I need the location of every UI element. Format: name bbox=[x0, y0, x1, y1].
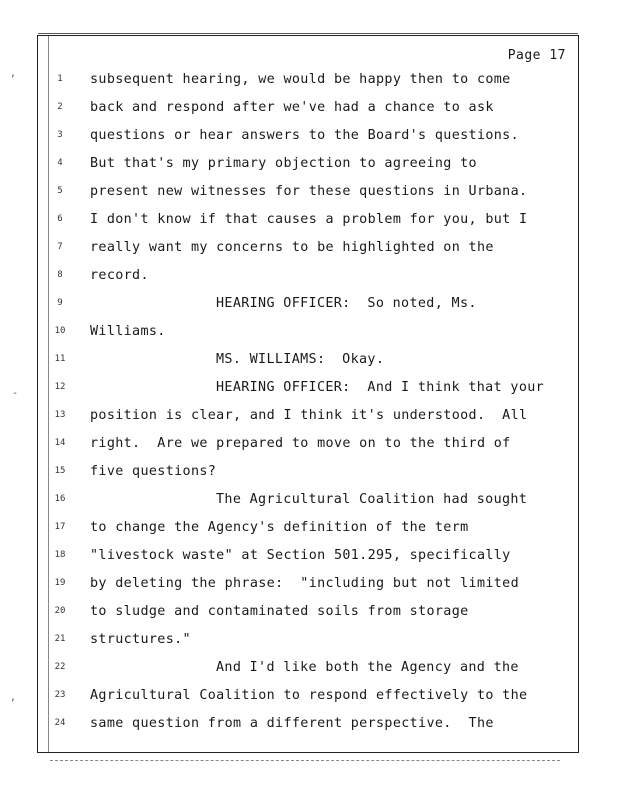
top-rule bbox=[38, 33, 578, 34]
line-text: record. bbox=[90, 268, 149, 283]
line-text: same question from a different perspective. The bbox=[90, 716, 494, 731]
line-text: present new witnesses for these questions in Urbana. bbox=[90, 184, 528, 199]
transcript-line bbox=[38, 352, 578, 380]
line-text: But that's my primary objection to agreeing to bbox=[90, 156, 477, 171]
transcript-line bbox=[38, 128, 578, 156]
transcript-line bbox=[38, 660, 578, 688]
line-text: questions or hear answers to the Board's questions. bbox=[90, 128, 520, 143]
line-number: 7 bbox=[57, 242, 63, 252]
transcript-line bbox=[38, 156, 578, 184]
line-text: MS. WILLIAMS: Okay. bbox=[216, 352, 385, 367]
line-number: 3 bbox=[57, 130, 63, 140]
transcript-line bbox=[38, 240, 578, 268]
line-number: 14 bbox=[54, 438, 66, 448]
transcript-line bbox=[38, 408, 578, 436]
transcript-line bbox=[38, 324, 578, 352]
line-text: subsequent hearing, we would be happy then to come bbox=[90, 72, 511, 87]
line-text: Williams. bbox=[90, 324, 166, 339]
line-number: 1 bbox=[57, 74, 63, 84]
line-text: "livestock waste" at Section 501.295, specifically bbox=[90, 548, 511, 563]
line-text: really want my concerns to be highlighted on the bbox=[90, 240, 494, 255]
line-text: HEARING OFFICER: And I think that your bbox=[216, 380, 545, 395]
transcript-line bbox=[38, 184, 578, 212]
margin-tick: , bbox=[10, 692, 17, 703]
transcript-line bbox=[38, 604, 578, 632]
line-number: 13 bbox=[54, 410, 66, 420]
line-text: position is clear, and I think it's understood. All bbox=[90, 408, 528, 423]
transcript-line bbox=[38, 212, 578, 240]
line-text: right. Are we prepared to move on to the third of bbox=[90, 436, 511, 451]
transcript-line bbox=[38, 716, 578, 744]
transcript-line bbox=[38, 268, 578, 296]
transcript-line bbox=[38, 520, 578, 548]
line-text: HEARING OFFICER: So noted, Ms. bbox=[216, 296, 477, 311]
line-text: Agricultural Coalition to respond effectively to the bbox=[90, 688, 528, 703]
line-number: 12 bbox=[54, 382, 66, 392]
transcript-line bbox=[38, 296, 578, 324]
line-number: 22 bbox=[54, 662, 66, 672]
transcript-line bbox=[38, 688, 578, 716]
line-number: 18 bbox=[54, 550, 66, 560]
bottom-rule bbox=[50, 760, 560, 761]
line-text: by deleting the phrase: "including but not limited bbox=[90, 576, 520, 591]
line-text: The Agricultural Coalition had sought bbox=[216, 492, 528, 507]
line-number: 4 bbox=[57, 158, 63, 168]
line-text: back and respond after we've had a chance to ask bbox=[90, 100, 494, 115]
transcript-line bbox=[38, 100, 578, 128]
transcript-line bbox=[38, 464, 578, 492]
transcript-line bbox=[38, 492, 578, 520]
transcript-line bbox=[38, 72, 578, 100]
transcript-line bbox=[38, 632, 578, 660]
line-number: 2 bbox=[57, 102, 63, 112]
transcript-line bbox=[38, 576, 578, 604]
transcript-line bbox=[38, 380, 578, 408]
line-text: five questions? bbox=[90, 464, 217, 479]
transcript-page bbox=[37, 35, 579, 753]
line-number: 24 bbox=[54, 718, 66, 728]
margin-tick: , bbox=[10, 68, 17, 79]
line-text: And I'd like both the Agency and the bbox=[216, 660, 519, 675]
line-number: 16 bbox=[54, 494, 66, 504]
line-number: 21 bbox=[54, 634, 66, 644]
line-number: 8 bbox=[57, 270, 63, 280]
line-number: 20 bbox=[54, 606, 66, 616]
line-text: I don't know if that causes a problem for you, but I bbox=[90, 212, 528, 227]
line-number: 10 bbox=[54, 326, 66, 336]
line-text: to sludge and contaminated soils from storage bbox=[90, 604, 469, 619]
line-number: 15 bbox=[54, 466, 66, 476]
line-number: 23 bbox=[54, 690, 66, 700]
line-number: 9 bbox=[57, 298, 63, 308]
margin-tick: - bbox=[12, 388, 19, 399]
line-number: 17 bbox=[54, 522, 66, 532]
line-text: to change the Agency's definition of the term bbox=[90, 520, 469, 535]
line-number: 5 bbox=[57, 186, 63, 196]
line-number: 6 bbox=[57, 214, 63, 224]
line-number: 11 bbox=[54, 354, 66, 364]
transcript-line bbox=[38, 548, 578, 576]
line-number: 19 bbox=[54, 578, 66, 588]
line-text: structures." bbox=[90, 632, 191, 647]
transcript-line bbox=[38, 436, 578, 464]
page-number: Page 17 bbox=[507, 48, 566, 63]
